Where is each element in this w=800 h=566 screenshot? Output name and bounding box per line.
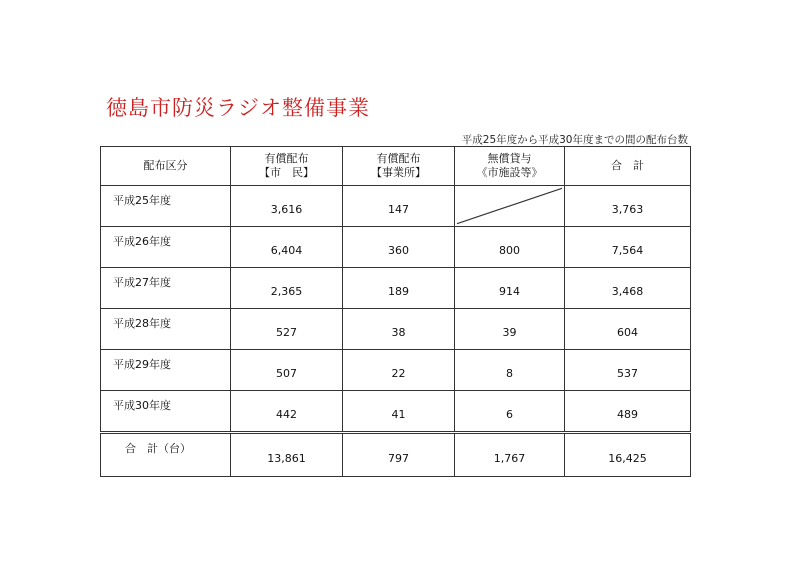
cell-citizens: 507 [231, 350, 343, 391]
cell-citizens: 3,616 [231, 186, 343, 227]
cell-businesses: 41 [343, 391, 455, 433]
total-facilities: 1,767 [455, 433, 565, 477]
table-row [101, 268, 691, 309]
total-businesses: 797 [343, 433, 455, 477]
cell-total: 604 [565, 309, 691, 350]
table-total-row [101, 433, 691, 477]
cell-total: 7,564 [565, 227, 691, 268]
table-row [101, 350, 691, 391]
cell-businesses: 22 [343, 350, 455, 391]
cell-citizens: 527 [231, 309, 343, 350]
table-header-row [101, 147, 691, 186]
cell-facilities-not-applicable [455, 186, 565, 227]
row-label: 平成27年度 [101, 268, 231, 309]
diagonal-slash [455, 186, 564, 226]
header-category: 配布区分 [101, 147, 231, 186]
row-label: 平成25年度 [101, 186, 231, 227]
cell-total: 537 [565, 350, 691, 391]
table-row [101, 227, 691, 268]
cell-citizens: 2,365 [231, 268, 343, 309]
total-citizens: 13,861 [231, 433, 343, 477]
header-total: 合 計 [565, 147, 691, 186]
cell-facilities: 800 [455, 227, 565, 268]
table-row [101, 391, 691, 433]
row-label: 平成28年度 [101, 309, 231, 350]
document-title: 徳島市防災ラジオ整備事業 [106, 96, 370, 120]
cell-citizens: 6,404 [231, 227, 343, 268]
cell-total: 489 [565, 391, 691, 433]
table-row [101, 186, 691, 227]
cell-total: 3,468 [565, 268, 691, 309]
row-label: 平成30年度 [101, 391, 231, 433]
row-label: 平成29年度 [101, 350, 231, 391]
cell-businesses: 147 [343, 186, 455, 227]
grand-total: 16,425 [565, 433, 691, 477]
total-row-label: 合 計（台） [101, 433, 231, 477]
cell-businesses: 38 [343, 309, 455, 350]
cell-facilities: 914 [455, 268, 565, 309]
row-label: 平成26年度 [101, 227, 231, 268]
cell-facilities: 39 [455, 309, 565, 350]
cell-total: 3,763 [565, 186, 691, 227]
header-paid-citizens: 有償配布 【市 民】 [231, 147, 343, 186]
distribution-period-note: 平成25年度から平成30年度までの間の配布台数 [461, 134, 688, 146]
table-row [101, 309, 691, 350]
header-free-loan-facilities: 無償貸与 《市施設等》 [455, 147, 565, 186]
cell-facilities: 6 [455, 391, 565, 433]
header-paid-businesses: 有償配布 【事業所】 [343, 147, 455, 186]
distribution-table [100, 146, 691, 477]
cell-citizens: 442 [231, 391, 343, 433]
cell-facilities: 8 [455, 350, 565, 391]
cell-businesses: 360 [343, 227, 455, 268]
cell-businesses: 189 [343, 268, 455, 309]
